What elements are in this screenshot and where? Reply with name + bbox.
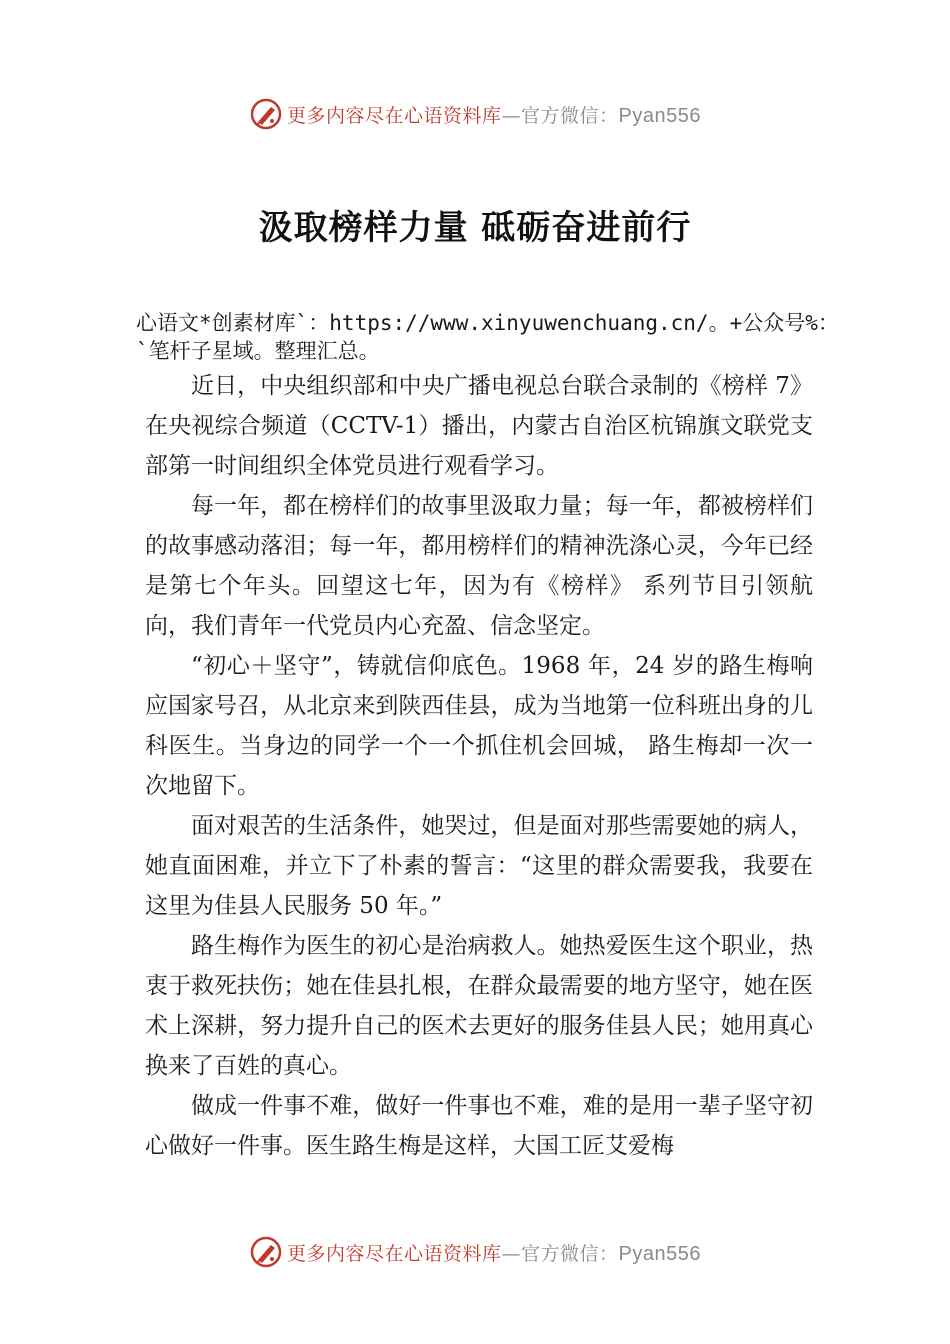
article-body bbox=[145, 366, 813, 1166]
pen-nib-logo-icon bbox=[249, 97, 283, 131]
header-banner-text bbox=[287, 101, 701, 128]
paragraph-6: 做成一件事不难，做好一件事也不难，难的是用一辈子坚守初心做好一件事。医生路生梅是这样，大国工匠艾爱梅 bbox=[145, 1093, 813, 1159]
source-line: 心语文*创素材库`：https://www.xinyuwenchuang.cn/。+公众号%：`笔杆子星域。整理汇总。 bbox=[136, 311, 839, 363]
header-banner bbox=[0, 94, 950, 134]
paragraph-2: 每一年，都在榜样们的故事里汲取力量；每一年，都被榜样们的故事感动落泪；每一年，都用榜样们的精神洗涤心灵，今年已经是第七个年头。回望这七年，因为有《榜样》 系列节目引领航向，我们青年一代党员内心充盈、信念坚定。 bbox=[145, 493, 813, 639]
footer-banner-text bbox=[287, 1239, 701, 1266]
footer-banner-sub: —官方微信： bbox=[501, 1242, 619, 1265]
pen-nib-logo-icon bbox=[249, 1235, 283, 1269]
paragraph-1: 近日，中央组织部和中央广播电视总台联合录制的《榜样 7》在央视综合频道（CCTV-1）播出，内蒙古自治区杭锦旗文联党支部第一时间组织全体党员进行观看学习。 bbox=[145, 373, 813, 479]
footer-banner-main: 更多内容尽在心语资料库 bbox=[287, 1242, 502, 1265]
header-banner-wechat-id: Pyan556 bbox=[618, 104, 701, 127]
footer-banner bbox=[0, 1232, 950, 1272]
paragraph-4: 面对艰苦的生活条件，她哭过，但是面对那些需要她的病人，她直面困难，并立下了朴素的誓言：“这里的群众需要我，我要在这里为佳县人民服务 50 年。” bbox=[145, 813, 813, 919]
footer-banner-wechat-id: Pyan556 bbox=[618, 1242, 701, 1265]
page-title: 汲取榜样力量 砥砺奋进前行 bbox=[258, 208, 692, 248]
header-banner-main: 更多内容尽在心语资料库 bbox=[287, 104, 502, 127]
paragraph-5: 路生梅作为医生的初心是治病救人。她热爱医生这个职业，热衷于救死扶伤；她在佳县扎根，在群众最需要的地方坚守，她在医术上深耕，努力提升自己的医术去更好的服务佳县人民；她用真心换来了百姓的真心。 bbox=[145, 933, 813, 1079]
header-banner-sub: —官方微信： bbox=[501, 104, 619, 127]
paragraph-3: “初心＋坚守”，铸就信仰底色。1968 年，24 岁的路生梅响应国家号召，从北京来到陕西佳县，成为当地第一位科班出身的儿科医生。当身边的同学一个一个抓住机会回城， 路生梅却一次一次地留下。 bbox=[145, 653, 813, 799]
